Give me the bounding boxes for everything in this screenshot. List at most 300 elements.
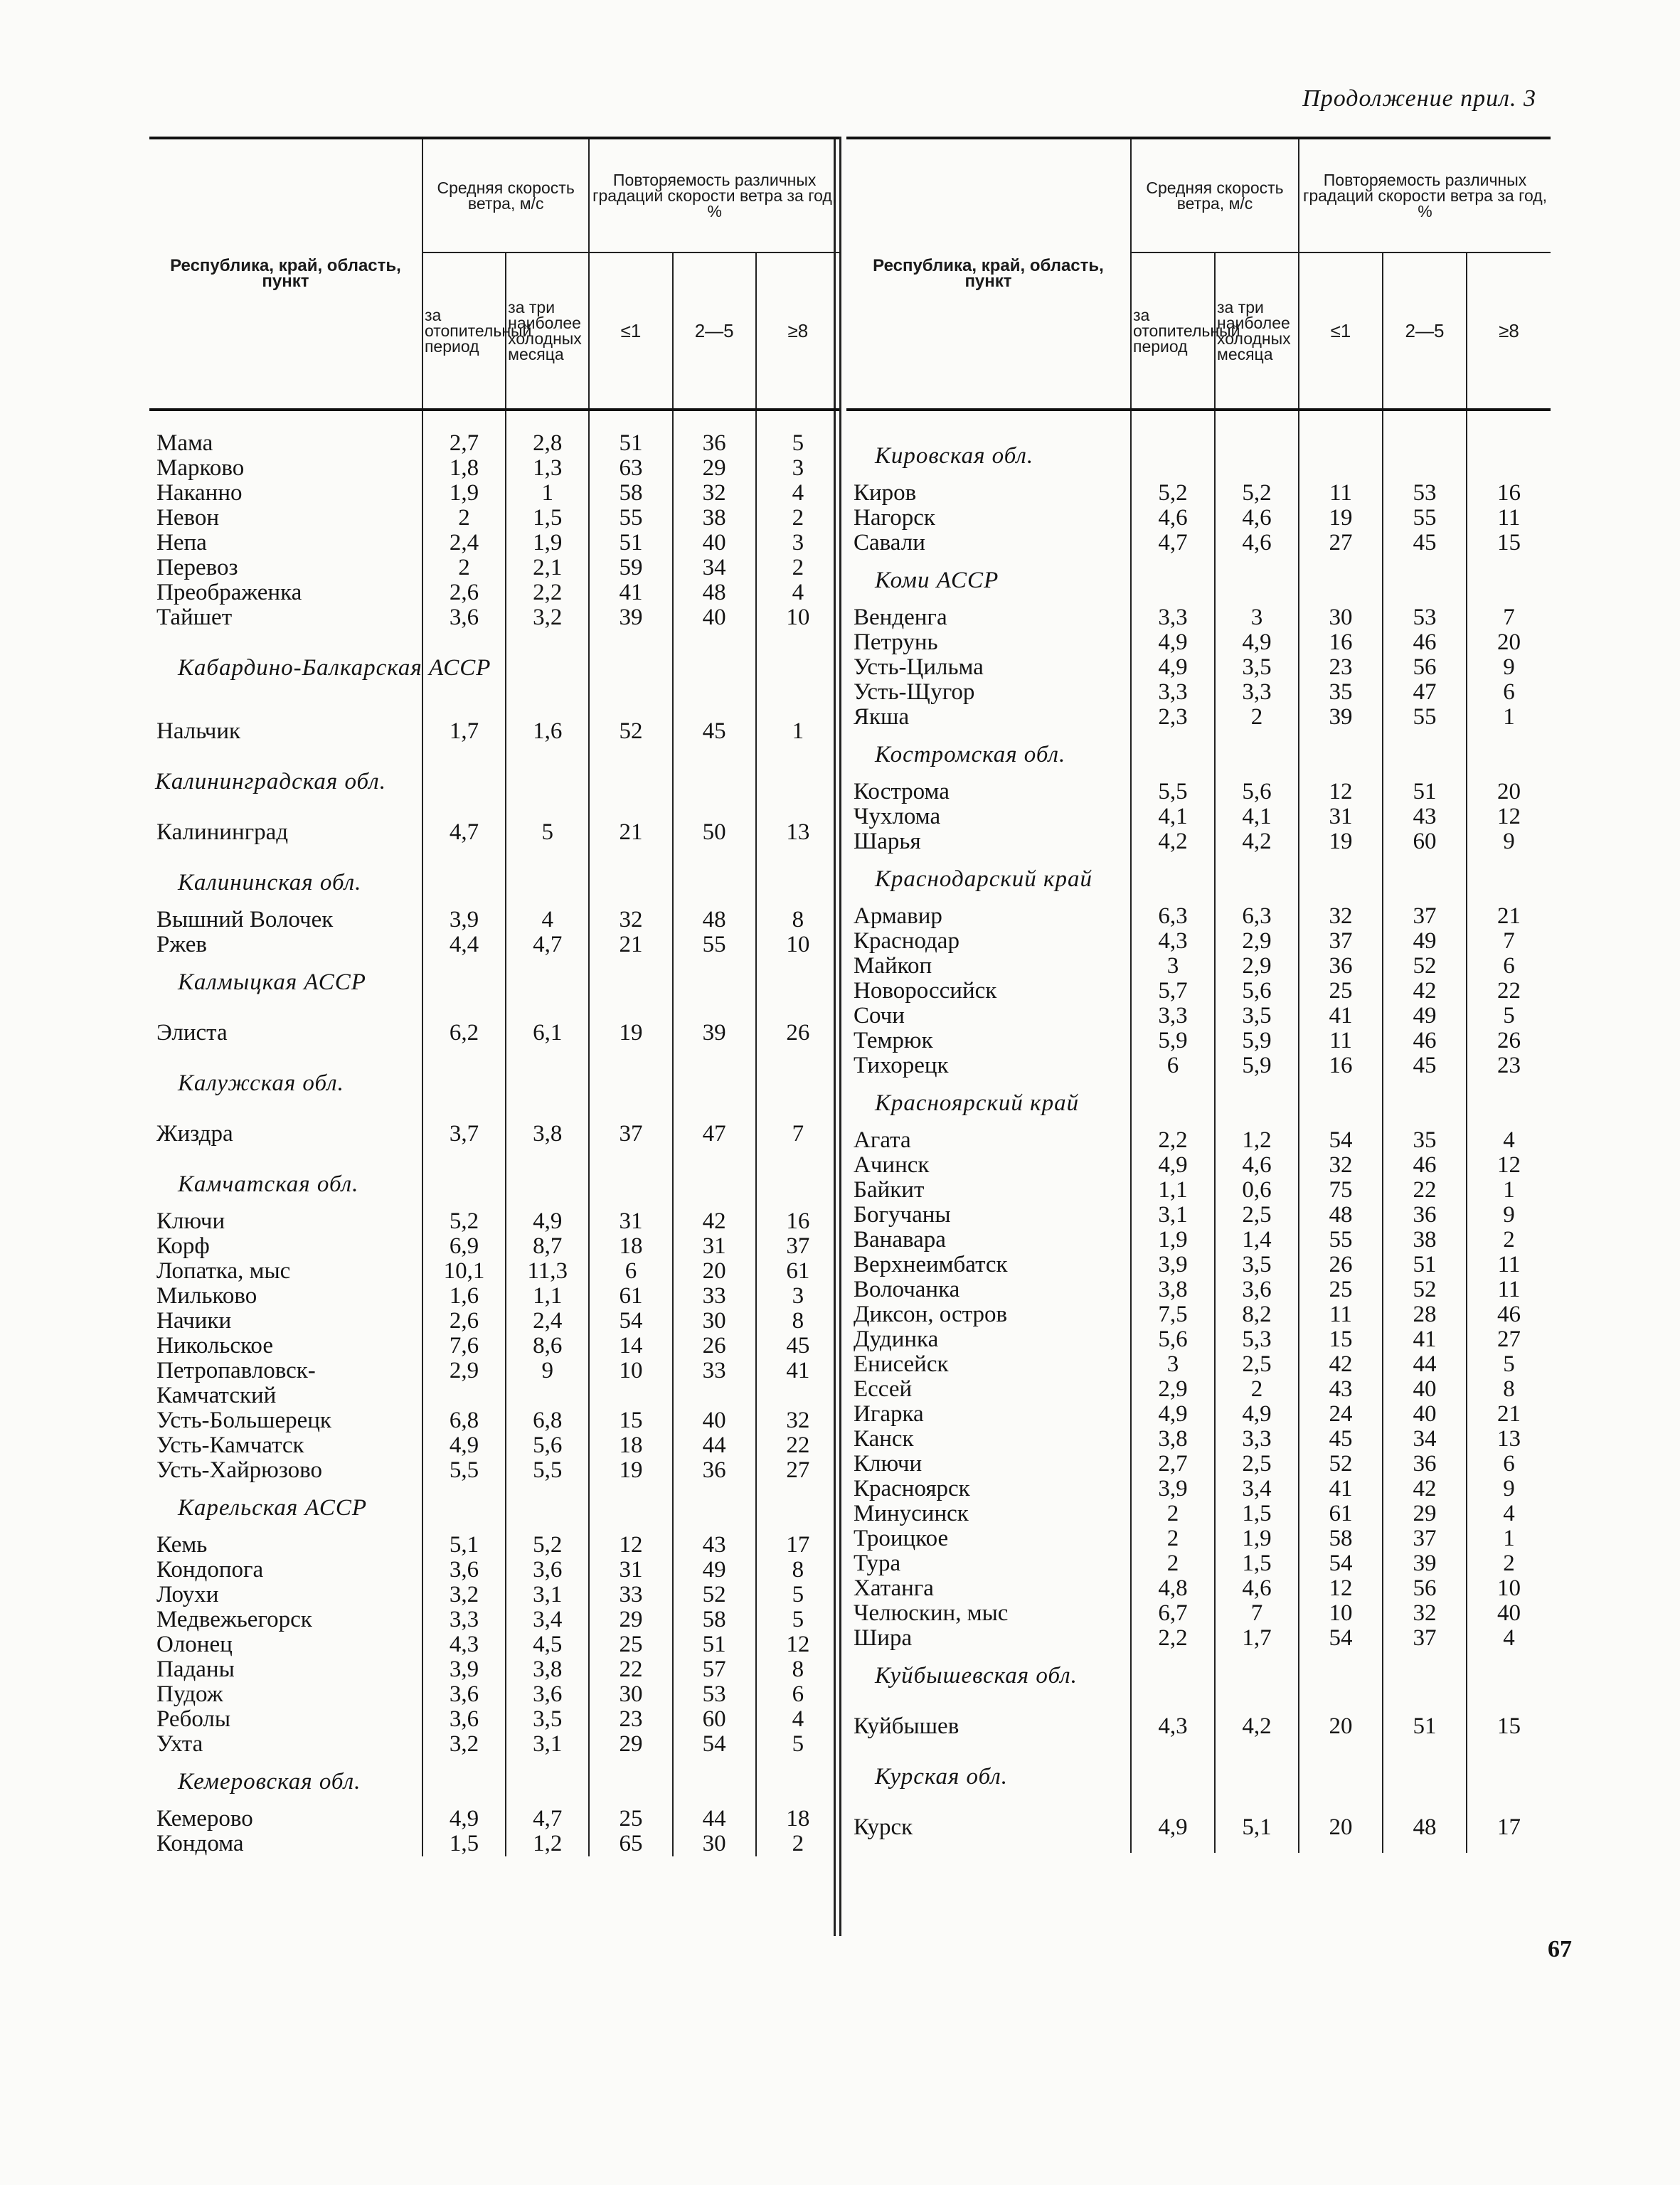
cell-cold-months: 3,3 (1215, 1427, 1299, 1452)
cell-freq-lt1: 22 (589, 1657, 672, 1682)
cell-freq-ge8: 8 (756, 1558, 839, 1583)
cell-freq-ge8: 4 (756, 1707, 839, 1732)
cell-cold-months: 4,7 (506, 1807, 589, 1832)
cell-freq-lt1: 54 (1299, 1128, 1383, 1153)
cell-freq-lt1: 21 (589, 932, 672, 957)
empty-cell (756, 757, 839, 807)
table-row (149, 1832, 839, 1856)
header-frequency: Повторяемость различных градаций скорости ветра за год, % (1299, 138, 1551, 252)
region-heading-row (846, 1078, 1551, 1128)
cell-heating-period: 3,6 (422, 1558, 506, 1583)
header-class-lt1: ≤1 (589, 252, 672, 410)
empty-cell (1467, 1651, 1551, 1701)
cell-freq-lt1: 39 (589, 605, 672, 630)
empty-cell (422, 957, 506, 1007)
station-name: Чухлома (854, 804, 941, 829)
table-row (846, 1028, 1551, 1053)
station-name: Тихорецк (854, 1053, 949, 1078)
region-heading-row (149, 757, 839, 807)
empty-cell (1467, 1752, 1551, 1802)
cell-heating-period: 4,7 (422, 807, 506, 858)
cell-freq-2-5 (673, 1383, 756, 1408)
cell-cold-months: 1,3 (506, 456, 589, 481)
empty-cell (589, 757, 672, 807)
cell-cold-months (506, 1383, 589, 1408)
cell-freq-lt1: 61 (1299, 1501, 1383, 1526)
cell-freq-2-5: 40 (1383, 1377, 1467, 1402)
cell-freq-ge8: 21 (1467, 904, 1551, 929)
empty-cell (756, 630, 839, 706)
region-heading: Кабардино-Балкарская АССР (178, 654, 491, 681)
empty-cell (506, 957, 589, 1007)
cell-cold-months: 6,8 (506, 1408, 589, 1433)
cell-heating-period: 4,9 (1131, 655, 1215, 680)
cell-cold-months: 3,2 (506, 605, 589, 630)
table-row (149, 1558, 839, 1583)
empty-cell (1215, 1078, 1299, 1128)
cell-freq-2-5: 36 (673, 1458, 756, 1483)
station-name: Куйбышев (854, 1713, 959, 1739)
cell-freq-lt1: 10 (589, 1359, 672, 1383)
cell-freq-2-5: 49 (673, 1558, 756, 1583)
table-row (149, 1259, 839, 1284)
cell-heating-period: 4,9 (422, 1433, 506, 1458)
table-row (149, 1309, 839, 1334)
table-row (149, 1732, 839, 1757)
station-name: Курск (854, 1814, 913, 1840)
cell-freq-lt1: 25 (1299, 1277, 1383, 1302)
empty-cell (506, 1159, 589, 1209)
cell-cold-months: 1,9 (1215, 1526, 1299, 1551)
cell-freq-ge8: 7 (756, 1108, 839, 1159)
cell-freq-ge8: 10 (1467, 1576, 1551, 1601)
cell-freq-lt1: 25 (1299, 979, 1383, 1004)
cell-cold-months: 5,5 (506, 1458, 589, 1483)
cell-cold-months: 4,6 (1215, 506, 1299, 531)
cell-freq-lt1: 25 (589, 1632, 672, 1657)
region-heading: Кировская обл. (875, 442, 1034, 469)
cell-freq-ge8: 4 (1467, 1128, 1551, 1153)
table-row (846, 1526, 1551, 1551)
cell-freq-2-5: 47 (673, 1108, 756, 1159)
cell-freq-lt1: 12 (1299, 780, 1383, 804)
cell-freq-ge8: 22 (1467, 979, 1551, 1004)
empty-cell (1299, 854, 1383, 904)
region-heading: Карельская АССР (178, 1494, 368, 1521)
cell-freq-2-5: 53 (1383, 481, 1467, 506)
cell-freq-lt1: 41 (589, 580, 672, 605)
cell-freq-ge8: 16 (1467, 481, 1551, 506)
cell-freq-lt1: 30 (1299, 605, 1383, 630)
header-cold-months: за три наиболее холодных месяца (1215, 252, 1299, 410)
station-name: Челюскин, мыс (854, 1600, 1009, 1626)
region-heading: Куйбышевская обл. (875, 1662, 1078, 1689)
cell-cold-months: 6,3 (1215, 904, 1299, 929)
cell-heating-period: 1,6 (422, 1284, 506, 1309)
cell-freq-ge8 (756, 1383, 839, 1408)
cell-heating-period: 1,9 (1131, 1228, 1215, 1253)
cell-cold-months: 3,6 (506, 1558, 589, 1583)
cell-cold-months: 4,2 (1215, 1701, 1299, 1752)
cell-freq-2-5: 38 (1383, 1228, 1467, 1253)
cell-freq-2-5: 40 (673, 605, 756, 630)
cell-freq-ge8: 15 (1467, 1701, 1551, 1752)
cell-heating-period: 2,7 (1131, 1452, 1215, 1477)
empty-cell (506, 1757, 589, 1807)
cell-heating-period: 4,6 (1131, 506, 1215, 531)
cell-freq-lt1: 19 (1299, 829, 1383, 854)
station-name: Краснодар (854, 928, 959, 954)
region-heading: Калужская обл. (178, 1070, 344, 1096)
empty-cell (756, 1159, 839, 1209)
cell-freq-2-5: 30 (673, 1832, 756, 1856)
cell-freq-lt1: 24 (1299, 1402, 1383, 1427)
region-heading: Калининградская обл. (155, 768, 386, 794)
table-row (149, 481, 839, 506)
table-row (846, 1253, 1551, 1277)
empty-cell (1383, 730, 1467, 780)
cell-freq-lt1: 18 (589, 1234, 672, 1259)
cell-freq-ge8: 13 (756, 807, 839, 858)
cell-heating-period: 3,9 (422, 908, 506, 932)
region-heading: Кемеровская обл. (178, 1768, 361, 1795)
station-name: Дудинка (854, 1327, 939, 1352)
cell-cold-months: 2,9 (1215, 929, 1299, 954)
region-heading-row (846, 410, 1551, 481)
cell-cold-months: 1,9 (506, 531, 589, 555)
cell-freq-lt1: 19 (1299, 506, 1383, 531)
table-row (149, 1383, 839, 1408)
cell-freq-lt1: 51 (589, 410, 672, 456)
table-row (846, 1701, 1551, 1752)
cell-cold-months: 1,5 (506, 506, 589, 531)
empty-cell (422, 1757, 506, 1807)
table-row (846, 1501, 1551, 1526)
cell-heating-period: 3,2 (422, 1583, 506, 1607)
cell-freq-ge8: 1 (1467, 1178, 1551, 1203)
empty-cell (1215, 730, 1299, 780)
cell-freq-lt1: 21 (589, 807, 672, 858)
station-name: Вышний Волочек (156, 907, 334, 932)
station-name: Якша (854, 704, 910, 730)
empty-cell (1131, 1078, 1215, 1128)
station-name: Ванавара (854, 1227, 946, 1253)
region-heading-row (846, 854, 1551, 904)
cell-freq-2-5: 39 (673, 1007, 756, 1058)
cell-freq-ge8: 45 (756, 1334, 839, 1359)
cell-cold-months: 3 (1215, 605, 1299, 630)
table-row (149, 1433, 839, 1458)
cell-heating-period: 3,8 (1131, 1277, 1215, 1302)
empty-cell (1131, 1651, 1215, 1701)
cell-freq-lt1: 15 (1299, 1327, 1383, 1352)
cell-heating-period: 2 (1131, 1501, 1215, 1526)
table-row (846, 506, 1551, 531)
empty-cell (1383, 1078, 1467, 1128)
empty-cell (1299, 1752, 1383, 1802)
table-row (149, 1108, 839, 1159)
cell-freq-ge8: 27 (1467, 1327, 1551, 1352)
cell-freq-lt1: 32 (1299, 1153, 1383, 1178)
cell-freq-lt1: 27 (1299, 531, 1383, 555)
station-name: Петропавловск- (156, 1358, 316, 1383)
cell-freq-2-5: 40 (673, 531, 756, 555)
table-row (846, 1228, 1551, 1253)
cell-cold-months: 1,4 (1215, 1228, 1299, 1253)
table-row (846, 979, 1551, 1004)
station-name: Байкит (854, 1177, 925, 1203)
cell-heating-period: 2 (1131, 1551, 1215, 1576)
empty-cell (756, 1757, 839, 1807)
table-row (149, 1359, 839, 1383)
cell-heating-period: 3,3 (422, 1607, 506, 1632)
table-row (846, 1053, 1551, 1078)
empty-cell (1299, 410, 1383, 481)
page-number: 67 (1548, 1936, 1572, 1962)
cell-freq-ge8: 7 (1467, 929, 1551, 954)
cell-heating-period: 5,5 (422, 1458, 506, 1483)
cell-heating-period: 7,5 (1131, 1302, 1215, 1327)
cell-freq-lt1: 42 (1299, 1352, 1383, 1377)
station-name: Тайшет (156, 605, 233, 630)
empty-cell (1299, 1078, 1383, 1128)
empty-cell (1215, 555, 1299, 605)
station-name: Паданы (156, 1657, 235, 1682)
station-name: Элиста (156, 1019, 228, 1046)
cell-freq-2-5: 32 (1383, 1601, 1467, 1626)
table-row (846, 904, 1551, 929)
cell-heating-period: 1,8 (422, 456, 506, 481)
station-name: Диксон, остров (854, 1302, 1008, 1327)
cell-freq-ge8: 17 (756, 1533, 839, 1558)
cell-heating-period: 3,6 (422, 1707, 506, 1732)
cell-heating-period: 5,9 (1131, 1028, 1215, 1053)
cell-cold-months: 3,5 (1215, 655, 1299, 680)
empty-cell (756, 858, 839, 908)
table-row (149, 580, 839, 605)
cell-heating-period (422, 1383, 506, 1408)
table-row (846, 1302, 1551, 1327)
station-name: Новороссийск (854, 978, 997, 1004)
table-row (149, 506, 839, 531)
cell-freq-2-5: 45 (1383, 531, 1467, 555)
table-row (149, 1807, 839, 1832)
cell-freq-lt1 (589, 1383, 672, 1408)
cell-freq-2-5: 45 (673, 706, 756, 757)
empty-cell (1215, 1651, 1299, 1701)
cell-freq-2-5: 31 (673, 1234, 756, 1259)
cell-freq-ge8: 27 (756, 1458, 839, 1483)
cell-freq-ge8: 5 (756, 1607, 839, 1632)
cell-freq-lt1: 16 (1299, 630, 1383, 655)
table-row (149, 1458, 839, 1483)
station-name: Шира (854, 1625, 913, 1651)
table-row (846, 780, 1551, 804)
station-name: Кондома (156, 1831, 244, 1856)
cell-freq-2-5: 56 (1383, 1576, 1467, 1601)
cell-freq-lt1: 63 (589, 456, 672, 481)
cell-freq-lt1: 52 (589, 706, 672, 757)
cell-heating-period: 1,7 (422, 706, 506, 757)
cell-freq-lt1: 20 (1299, 1701, 1383, 1752)
empty-cell (589, 957, 672, 1007)
region-heading-row (149, 1159, 839, 1209)
cell-heating-period: 3 (1131, 1352, 1215, 1377)
cell-freq-2-5: 60 (673, 1707, 756, 1732)
continuation-caption: Продолжение прил. 3 (1302, 85, 1536, 112)
cell-freq-2-5: 20 (673, 1259, 756, 1284)
table-row (846, 1352, 1551, 1377)
table-row (846, 680, 1551, 705)
cell-cold-months: 6,1 (506, 1007, 589, 1058)
cell-freq-lt1: 12 (1299, 1576, 1383, 1601)
table-row (149, 1583, 839, 1607)
cell-freq-ge8: 15 (1467, 531, 1551, 555)
cell-freq-ge8: 3 (756, 531, 839, 555)
header-place: Республика, край, область, пункт (873, 256, 1104, 291)
station-name: Усть-Большерецк (156, 1408, 331, 1433)
cell-freq-ge8: 40 (1467, 1601, 1551, 1626)
cell-cold-months: 3,8 (506, 1108, 589, 1159)
cell-freq-lt1: 54 (1299, 1626, 1383, 1651)
cell-heating-period: 2 (422, 506, 506, 531)
cell-freq-ge8: 11 (1467, 506, 1551, 531)
table-row (149, 1334, 839, 1359)
table-row (846, 1128, 1551, 1153)
cell-freq-ge8: 5 (756, 1732, 839, 1757)
cell-cold-months: 2,9 (1215, 954, 1299, 979)
cell-freq-lt1: 16 (1299, 1053, 1383, 1078)
cell-freq-2-5: 42 (1383, 1477, 1467, 1501)
left-table-body (149, 410, 839, 1856)
cell-heating-period: 4,3 (422, 1632, 506, 1657)
region-heading-row (149, 1483, 839, 1533)
table-row (149, 807, 839, 858)
cell-cold-months: 1,6 (506, 706, 589, 757)
station-name: Сочи (854, 1003, 905, 1028)
cell-freq-2-5: 37 (1383, 1626, 1467, 1651)
cell-cold-months: 3,5 (506, 1707, 589, 1732)
station-name: Армавир (854, 903, 942, 929)
cell-freq-ge8: 2 (1467, 1228, 1551, 1253)
cell-cold-months: 4,2 (1215, 829, 1299, 854)
cell-freq-lt1: 26 (1299, 1253, 1383, 1277)
cell-freq-lt1: 30 (589, 1682, 672, 1707)
station-name: Кострома (854, 779, 950, 804)
cell-freq-2-5: 43 (1383, 804, 1467, 829)
cell-cold-months: 4,6 (1215, 1153, 1299, 1178)
cell-cold-months: 4,6 (1215, 531, 1299, 555)
table-row (846, 1004, 1551, 1028)
cell-heating-period: 2 (1131, 1526, 1215, 1551)
cell-freq-lt1: 23 (589, 1707, 672, 1732)
station-name: Преображенка (156, 580, 302, 605)
cell-freq-ge8: 2 (756, 1832, 839, 1856)
cell-heating-period: 2,4 (422, 531, 506, 555)
station-name: Мама (156, 430, 213, 456)
cell-freq-2-5: 42 (1383, 979, 1467, 1004)
cell-cold-months: 3,4 (506, 1607, 589, 1632)
cell-freq-ge8: 20 (1467, 780, 1551, 804)
empty-cell (1215, 1752, 1299, 1802)
cell-freq-2-5: 41 (1383, 1327, 1467, 1352)
cell-cold-months: 1,5 (1215, 1551, 1299, 1576)
cell-freq-2-5: 30 (673, 1309, 756, 1334)
cell-freq-lt1: 54 (1299, 1551, 1383, 1576)
table-row (846, 1327, 1551, 1352)
cell-heating-period: 1,9 (422, 481, 506, 506)
station-name: Шарья (854, 829, 921, 854)
station-name: Майкоп (854, 953, 932, 979)
station-name: Канск (854, 1426, 914, 1452)
cell-heating-period: 4,8 (1131, 1576, 1215, 1601)
cell-freq-lt1: 6 (589, 1259, 672, 1284)
station-name: Невон (156, 505, 219, 531)
table-row (846, 1576, 1551, 1601)
empty-cell (506, 757, 589, 807)
region-heading: Калининская обл. (178, 869, 362, 895)
cell-freq-ge8: 12 (1467, 804, 1551, 829)
table-row (846, 829, 1551, 854)
station-name: Волочанка (854, 1277, 960, 1302)
cell-heating-period: 3,9 (422, 1657, 506, 1682)
station-name: Усть-Хайрюзово (156, 1457, 322, 1483)
cell-freq-lt1: 54 (589, 1309, 672, 1334)
cell-freq-2-5: 52 (1383, 954, 1467, 979)
empty-cell (589, 858, 672, 908)
cell-heating-period: 4,3 (1131, 929, 1215, 954)
cell-cold-months: 7 (1215, 1601, 1299, 1626)
empty-cell (1131, 555, 1215, 605)
table-row (846, 1153, 1551, 1178)
cell-cold-months: 2,4 (506, 1309, 589, 1334)
cell-freq-ge8: 26 (756, 1007, 839, 1058)
cell-freq-ge8: 32 (756, 1408, 839, 1433)
station-name: Верхнеимбатск (854, 1252, 1008, 1277)
cell-freq-2-5: 43 (673, 1533, 756, 1558)
empty-cell (506, 1483, 589, 1533)
table-row (846, 1203, 1551, 1228)
table-row (846, 1452, 1551, 1477)
table-row (149, 1408, 839, 1433)
cell-cold-months: 0,6 (1215, 1178, 1299, 1203)
header-class-2-5: 2—5 (673, 252, 756, 410)
cell-freq-ge8: 6 (1467, 1452, 1551, 1477)
cell-freq-lt1: 31 (589, 1209, 672, 1234)
station-name: Нальчик (156, 718, 241, 744)
cell-cold-months: 9 (506, 1359, 589, 1383)
table-row (846, 929, 1551, 954)
table-row (846, 1601, 1551, 1626)
station-name: Лопатка, мыс (156, 1258, 291, 1284)
cell-freq-lt1: 41 (1299, 1477, 1383, 1501)
cell-cold-months: 3,1 (506, 1732, 589, 1757)
cell-freq-lt1: 25 (589, 1807, 672, 1832)
cell-freq-ge8: 6 (756, 1682, 839, 1707)
cell-freq-ge8: 37 (756, 1234, 839, 1259)
cell-freq-lt1: 23 (1299, 655, 1383, 680)
cell-heating-period: 2,3 (1131, 705, 1215, 730)
cell-freq-ge8: 41 (756, 1359, 839, 1383)
region-heading-row (846, 555, 1551, 605)
cell-heating-period: 6,3 (1131, 904, 1215, 929)
cell-freq-ge8: 20 (1467, 630, 1551, 655)
cell-freq-ge8: 9 (1467, 1203, 1551, 1228)
cell-freq-2-5: 29 (673, 456, 756, 481)
cell-heating-period: 3,6 (422, 605, 506, 630)
table-row (846, 1402, 1551, 1427)
empty-cell (1299, 555, 1383, 605)
